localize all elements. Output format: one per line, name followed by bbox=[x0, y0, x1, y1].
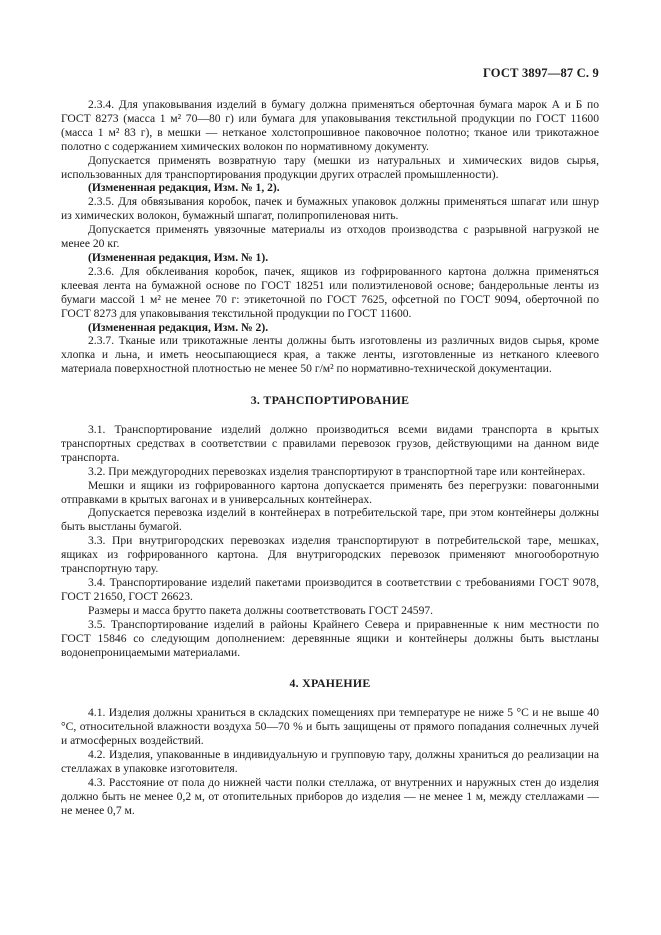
edit-note: (Измененная редакция, Изм. № 1, 2). bbox=[88, 181, 280, 195]
paragraph-3-1: 3.1. Транспортирование изделий должно производиться всеми видами транспорта в крытых транспортных средствах в соответствии с правилами перевозок грузов, действующими на данном виде транспорта. bbox=[61, 423, 599, 464]
paragraph-binding-materials: Допускается применять увязочные материалы из отходов производства с разрывной нагрузкой не менее 20 кг. bbox=[61, 223, 599, 251]
paragraph-2-3-4: 2.3.4. Для упаковывания изделий в бумагу должна применяться оберточная бумага марок А и Б по ГОСТ 8273 (масса 1 м² 70—80 г) или бумага для упаковывания текстильной продукции по ГОСТ 11600 (масса 1 м² 83 г), в мешки — нетканое холстопрошивное паковочное полотно; тканое или трикотажное полотно с содержанием химических волокон по нормативному документу. bbox=[61, 98, 599, 153]
paragraph-4-1: 4.1. Изделия должны храниться в складских помещениях при температуре не ниже 5 °С и не выше 40 °С, относительной влажности воздуха 50—70 % и быть защищены от прямого попадания солнечных лучей и атмосферных воздействий. bbox=[61, 706, 599, 748]
section-heading-transport: 3. ТРАНСПОРТИРОВАНИЕ bbox=[250, 393, 410, 408]
paragraph-3-4-size: Размеры и масса брутто пакета должны соответствовать ГОСТ 24597. bbox=[88, 603, 434, 617]
paragraph-4-3: 4.3. Расстояние от пола до нижней части полки стеллажа, от внутренних и наружных стен до изделия должно быть не менее 0,2 м, от отопительных приборов до изделия — не менее 1 м, между стеллажами — не менее 0,7 м. bbox=[61, 775, 599, 817]
document-body bbox=[61, 98, 599, 818]
paragraph-4-2: 4.2. Изделия, упакованные в индивидуальную и групповую тару, должны храниться до реализации на стеллажах в упаковке изготовителя. bbox=[61, 748, 599, 775]
paragraph-2-3-7: 2.3.7. Тканые или трикотажные ленты должны быть изготовлены из различных видов сырья, кроме хлопка и льна, и иметь неосыпающиеся края, а также ленты, изготовленные из нетканого клеевого материала поверхностной плотностью не менее 50 г/м² по нормативно-технической документации. bbox=[61, 334, 599, 376]
paragraph-2-3-6: 2.3.6. Для обклеивания коробок, пачек, ящиков из гофрированного картона должна применяться клеевая лента на бумажной основе по ГОСТ 18251 или полиэтиленовой основе; бандерольные ленты из бумаги массой 1 м² не менее 70 г: этикеточной по ГОСТ 7625, офсетной по ГОСТ 9094, оберточной по ГОСТ 8273 для упаковывания текстильной продукции по ГОСТ 11600. bbox=[61, 264, 599, 320]
paragraph-3-5: 3.5. Транспортирование изделий в районы Крайнего Севера и приравненные к ним местности по ГОСТ 15846 со следующим дополнением: деревянные ящики и контейнеры должны быть выстланы водонепроницаемыми материалами. bbox=[61, 617, 599, 659]
section-heading-storage: 4. ХРАНЕНИЕ bbox=[289, 676, 371, 691]
edit-note: (Измененная редакция, Изм. № 1). bbox=[88, 250, 269, 264]
paragraph-2-3-5: 2.3.5. Для обвязывания коробок, пачек и бумажных упаковок должны применяться шпагат или шнур из химических волокон, бумажный шпагат, полипропиленовая нить. bbox=[61, 195, 599, 223]
paragraph-3-3: 3.3. При внутригородских перевозках изделия транспортируют в потребительской таре, мешках, ящиках из гофрированного картона. Для внутригородских перевозок применяют многооборотную транспортную тару. bbox=[61, 534, 599, 576]
edit-note: (Измененная редакция, Изм. № 2). bbox=[88, 320, 269, 334]
paragraph-3-2: 3.2. При междугородних перевозках изделия транспортируют в транспортной таре или контейнерах. bbox=[88, 464, 586, 478]
paragraph-3-2-containers: Допускается перевозка изделий в контейнерах в потребительской таре, при этом контейнеры должны быть выстланы бумагой. bbox=[61, 506, 599, 534]
page-header: ГОСТ 3897—87 С. 9 bbox=[482, 66, 599, 80]
paragraph-return-tare: Допускается применять возвратную тару (мешки из натуральных и химических видов сырья, использованных для транспортирования продукции других отраслей промышленности). bbox=[61, 153, 599, 181]
paragraph-3-4: 3.4. Транспортирование изделий пакетами производится в соответствии с требованиями ГОСТ 9078, ГОСТ 21650, ГОСТ 26623. bbox=[61, 576, 599, 603]
paragraph-3-2-bags: Мешки и ящики из гофрированного картона допускается применять без перегрузки: повагонными отправками в крытых вагонах и в универсальных контейнерах. bbox=[61, 478, 599, 506]
